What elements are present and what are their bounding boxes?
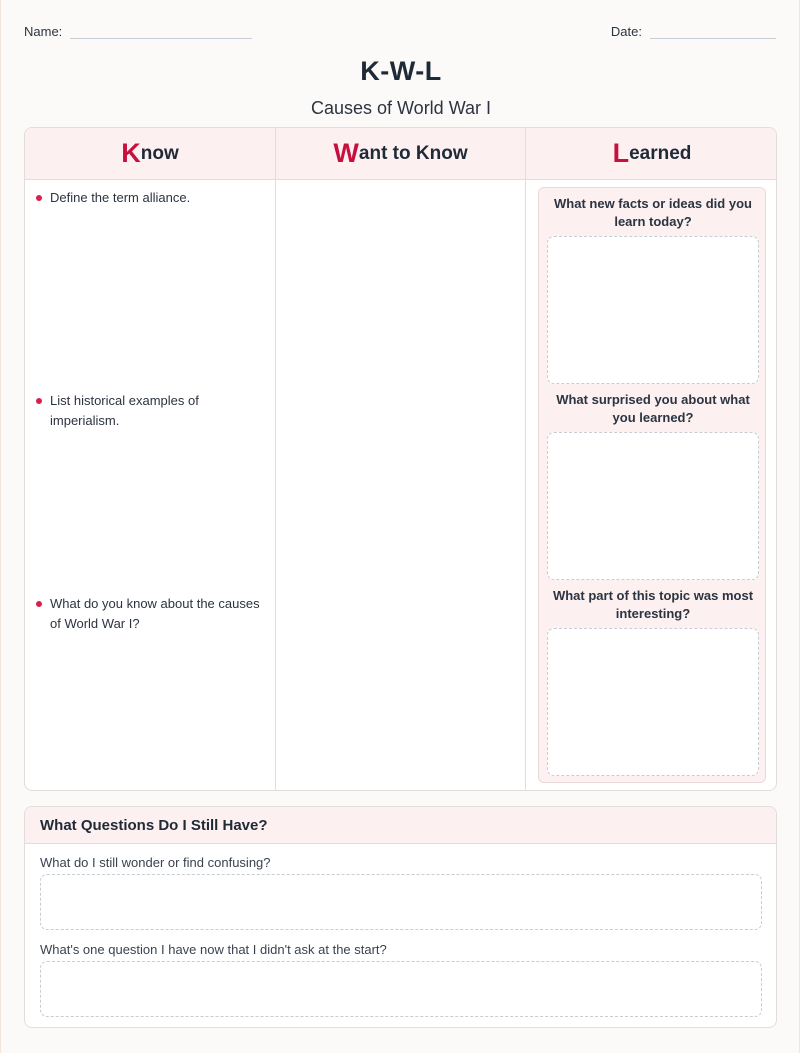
- want-initial: W: [333, 138, 359, 168]
- learned-prompts: [538, 187, 766, 783]
- know-item-text: List historical examples of imperialism.: [50, 393, 199, 428]
- learned-header-rest: earned: [629, 142, 692, 164]
- know-item-text: What do you know about the causes of World War I?: [50, 596, 260, 631]
- date-label: Date:: [610, 24, 642, 39]
- page-subtitle: Causes of World War I: [310, 98, 492, 118]
- question-answer-box[interactable]: [40, 874, 762, 930]
- learned-prompt: What surprised you about what you learned?: [556, 392, 750, 425]
- learned-initial: L: [612, 138, 630, 168]
- want-column[interactable]: [276, 128, 526, 790]
- bullet-icon: [36, 601, 42, 607]
- know-header-rest: now: [140, 142, 179, 164]
- name-input-line[interactable]: [70, 27, 252, 39]
- know-item-text: Define the term alliance.: [50, 190, 191, 205]
- know-item: [36, 188, 266, 208]
- learned-prompt: What new facts or ideas did you learn today?: [554, 196, 752, 229]
- learned-column: [526, 128, 777, 790]
- question-prompt: What's one question I have now that I didn't ask at the start?: [40, 942, 387, 957]
- header-row: [24, 24, 776, 42]
- date-input-line[interactable]: [650, 27, 776, 39]
- know-initial: K: [121, 138, 141, 168]
- kwl-chart: [24, 127, 777, 791]
- name-label: Name:: [24, 24, 63, 39]
- learned-answer-box[interactable]: [547, 432, 759, 580]
- learned-prompt: What part of this topic was most interesting?: [552, 588, 754, 621]
- know-item: [36, 391, 266, 431]
- question-answer-box[interactable]: [40, 961, 762, 1017]
- learned-answer-box[interactable]: [547, 628, 759, 776]
- questions-section: [24, 806, 777, 1028]
- know-header: [25, 128, 275, 180]
- bullet-icon: [36, 398, 42, 404]
- question-prompt: What do I still wonder or find confusing?: [40, 855, 271, 870]
- name-field: [24, 24, 252, 39]
- page-title: K-W-L: [360, 56, 442, 86]
- know-column: [25, 128, 276, 790]
- learned-header: [526, 128, 777, 180]
- bullet-icon: [36, 195, 42, 201]
- learned-answer-box[interactable]: [547, 236, 759, 384]
- date-field: [611, 24, 776, 39]
- want-header: [276, 128, 525, 180]
- know-item: [36, 594, 266, 634]
- questions-heading: What Questions Do I Still Have?: [25, 807, 776, 844]
- want-header-rest: ant to Know: [358, 142, 468, 164]
